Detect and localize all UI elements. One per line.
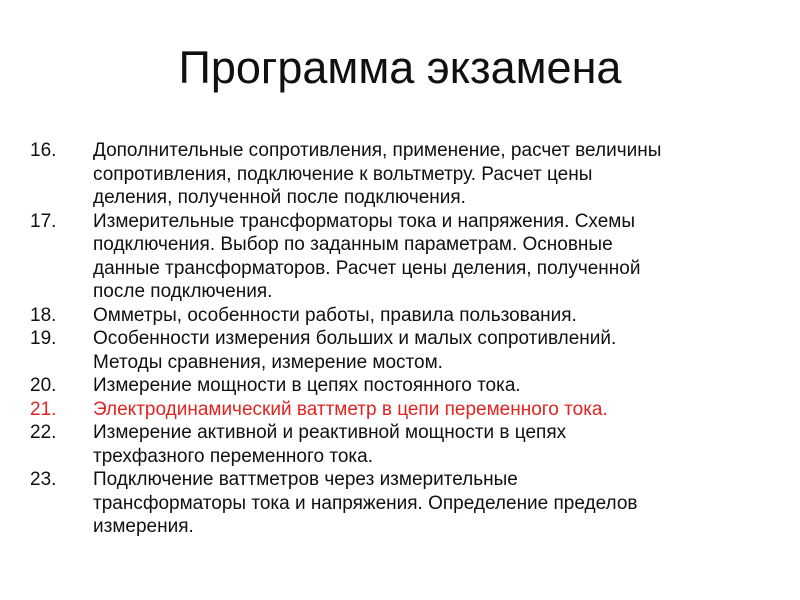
list-item — [30, 210, 770, 304]
list-item-line: Измерительные трансформаторы тока и напряжения. Схемы — [93, 210, 635, 232]
list-item-text — [93, 210, 770, 304]
list-item-line: Методы сравнения, измерение мостом. — [93, 351, 443, 373]
list-item-line: данные трансформаторов. Расчет цены деления, полученной — [93, 257, 641, 279]
list-item-number: 19. — [30, 328, 57, 349]
list-item-text — [93, 398, 770, 422]
list-item-number: 20. — [30, 375, 57, 396]
list-item-number: 23. — [30, 469, 57, 490]
list-item-text — [93, 304, 770, 328]
list-item — [30, 398, 770, 422]
list-item-line: сопротивления, подключение к вольтметру. Расчет цены — [93, 163, 593, 185]
exam-program-list — [30, 139, 770, 539]
list-item-line: трехфазного переменного тока. — [93, 445, 373, 467]
list-item-line: Измерение активной и реактивной мощности в цепях — [93, 422, 567, 443]
list-item-text — [93, 374, 770, 398]
list-item-line: Особенности измерения больших и малых сопротивлений. — [93, 328, 617, 349]
list-item-line: Дополнительные сопротивления, применение, расчет величины — [93, 140, 662, 161]
list-item — [30, 421, 770, 468]
list-item-text — [93, 468, 770, 539]
list-item-line: подключения. Выбор по заданным параметрам. Основные — [93, 234, 613, 255]
list-item-number: 16. — [30, 140, 57, 161]
list-item-line: трансформаторы тока и напряжения. Определение пределов — [93, 492, 638, 514]
list-item-number: 21. — [30, 398, 57, 420]
list-item-number: 17. — [30, 210, 57, 232]
list-item-line: Подключение ваттметров через измерительные — [93, 469, 518, 490]
slide-title: Программа экзамена — [178, 42, 622, 93]
list-item-line: измерения. — [93, 516, 194, 537]
list-item-text — [93, 327, 770, 374]
list-item-line: после подключения. — [93, 281, 273, 302]
list-item — [30, 327, 770, 374]
list-item-text — [93, 139, 770, 210]
list-item-text — [93, 421, 770, 468]
list-item-line: Электродинамический ваттметр в цепи переменного тока. — [93, 398, 608, 420]
list-item-number: 22. — [30, 422, 57, 443]
list-item — [30, 468, 770, 539]
list-item — [30, 139, 770, 210]
list-item — [30, 374, 770, 398]
list-item-line: деления, полученной после подключения. — [93, 187, 466, 208]
list-item — [30, 304, 770, 328]
list-item-number: 18. — [30, 304, 57, 326]
list-item-line: Омметры, особенности работы, правила пользования. — [93, 304, 577, 326]
list-item-line: Измерение мощности в цепях постоянного тока. — [93, 375, 521, 396]
